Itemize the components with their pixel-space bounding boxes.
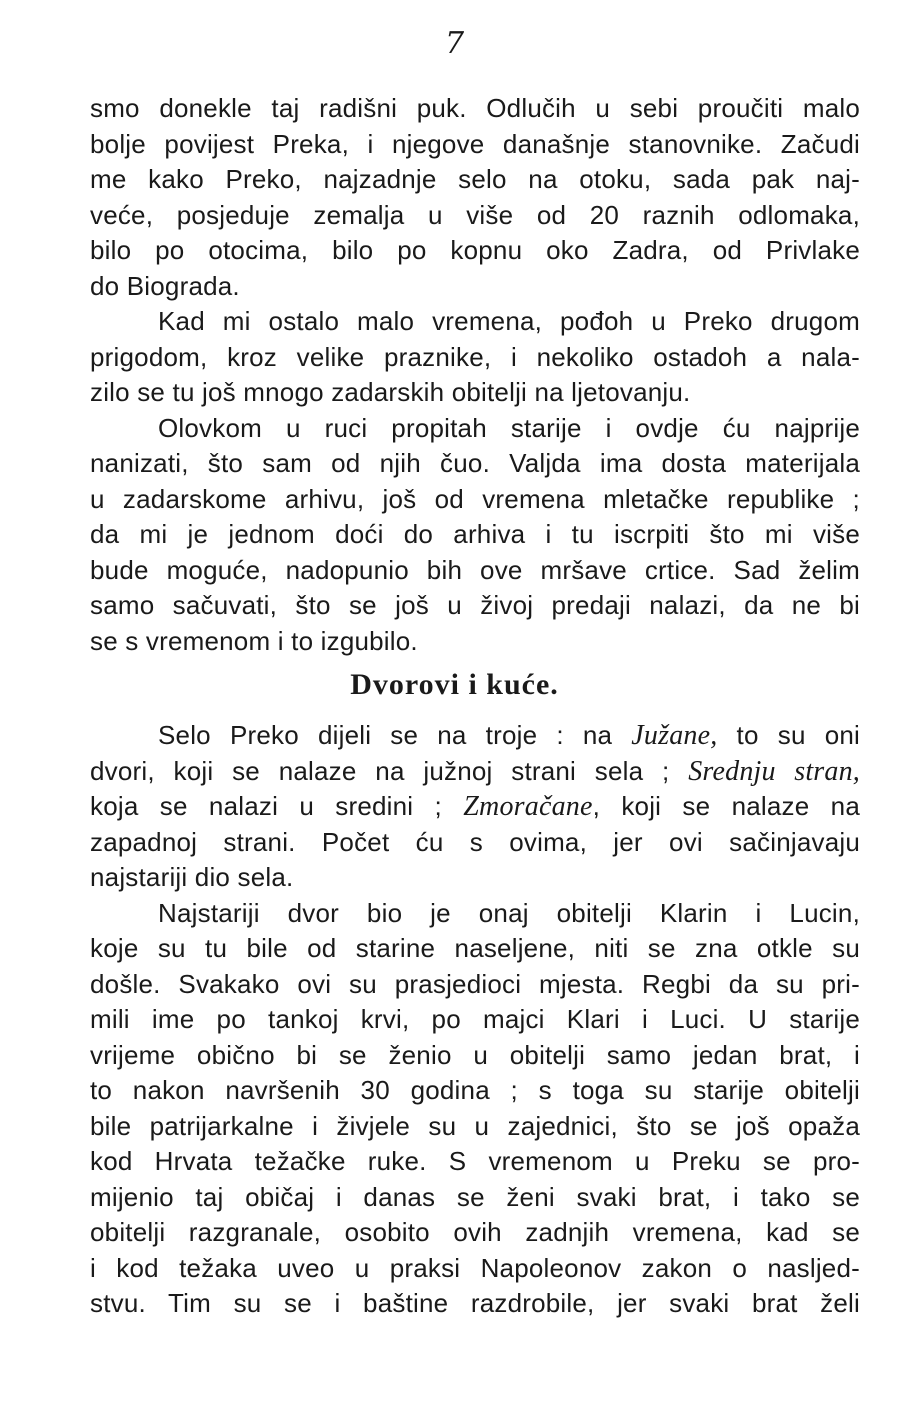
- text-line: stvu. Tim su se i baštine razdrobile, jer svaki brat želi: [90, 1288, 860, 1318]
- text-line: zilo se tu još mnogo zadarskih obitelji na ljetovanju.: [90, 377, 691, 407]
- text-fragment: dvori, koji se nalaze na južnoj strani sela ;: [90, 755, 689, 786]
- text-fragment: koja se nalazi u sredini ;: [90, 791, 464, 821]
- italic-place-name: Južane,: [631, 720, 718, 751]
- text-line: obitelji razgranale, osobito ovih zadnjih vremena, kad se: [90, 1217, 860, 1247]
- text-line: do Biograda.: [90, 270, 240, 301]
- text-line: nanizati, što sam od njih čuo. Valjda ima dosta materijala: [90, 448, 860, 478]
- text-line: Najstariji dvor bio je onaj obitelji Klarin i Lucin,: [158, 897, 860, 928]
- section-heading: Dvorovi i kuće.: [350, 668, 559, 701]
- text-line: zapadnoj strani. Počet ću s ovima, jer ovi sačinjavaju: [90, 826, 860, 857]
- page-number: 7: [444, 26, 465, 61]
- section-text: [90, 718, 860, 1322]
- text-line: se s vremenom i to izgubilo.: [90, 625, 418, 656]
- text-line: koje su tu bile od starine naseljene, niti se zna otkle su: [90, 933, 860, 963]
- text-line: da mi je jednom doći do arhiva i tu iscrpiti što mi više: [90, 519, 860, 549]
- text-line: [90, 754, 860, 790]
- text-line: [90, 789, 860, 825]
- intro-text: [90, 91, 860, 659]
- text-line: i kod težaka uveo u praksi Napoleonov zakon o nasljed-: [90, 1252, 860, 1283]
- text-line: mili ime po tankoj krvi, po majci Klari i Luci. U starije: [90, 1004, 860, 1034]
- text-line: [90, 718, 860, 754]
- text-line: bile patrijarkalne i živjele su u zajednici, što se još opaža: [90, 1110, 860, 1141]
- text-line: vrijeme obično bi se ženio u obitelji samo jedan brat, i: [90, 1039, 860, 1070]
- text-line: veće, posjeduje zemalja u više od 20 raznih odlomaka,: [90, 199, 860, 230]
- text-line: smo donekle taj radišni puk. Odlučih u sebi proučiti malo: [90, 93, 860, 123]
- text-fragment: , koji se nalaze na: [592, 791, 860, 821]
- text-line: bude moguće, nadopunio bih ove mršave crtice. Sad želim: [90, 554, 860, 585]
- text-line: bilo po otocima, bilo po kopnu oko Zadra, od Privlake: [90, 235, 860, 265]
- text-line: samo sačuvati, što se još u živoj predaji nalazi, da ne bi: [90, 590, 860, 620]
- text-line: me kako Preko, najzadnje selo na otoku, sada pak naj-: [90, 164, 860, 194]
- text-line: najstariji dio sela.: [90, 862, 294, 892]
- text-line: Kad mi ostalo malo vremena, pođoh u Preko drugom: [158, 306, 860, 336]
- text-line: prigodom, kroz velike praznike, i nekoliko ostadoh a nala-: [90, 341, 860, 372]
- text-line: došle. Svakako ovi su prasjedioci mjesta. Regbi da su pri-: [90, 968, 860, 999]
- text-line: u zadarskome arhivu, još od vremena mletačke republike ;: [90, 483, 860, 514]
- italic-place-name: Srednju stran,: [688, 755, 861, 787]
- text-line: bolje povijest Preka, i njegove današnje stanovnike. Začudi: [90, 128, 860, 159]
- text-line: kod Hrvata težačke ruke. S vremenom u Preku se pro-: [90, 1146, 860, 1176]
- italic-place-name: Zmoračane: [463, 791, 593, 822]
- text-line: Olovkom u ruci propitah starije i ovdje ću najprije: [158, 412, 860, 443]
- text-line: mijenio taj običaj i danas se ženi svaki brat, i tako se: [90, 1181, 860, 1212]
- text-fragment: Selo Preko dijeli se na troje : na: [158, 720, 632, 750]
- text-fragment: to su oni: [717, 720, 860, 750]
- text-line: to nakon navršenih 30 godina ; s toga su starije obitelji: [90, 1075, 860, 1105]
